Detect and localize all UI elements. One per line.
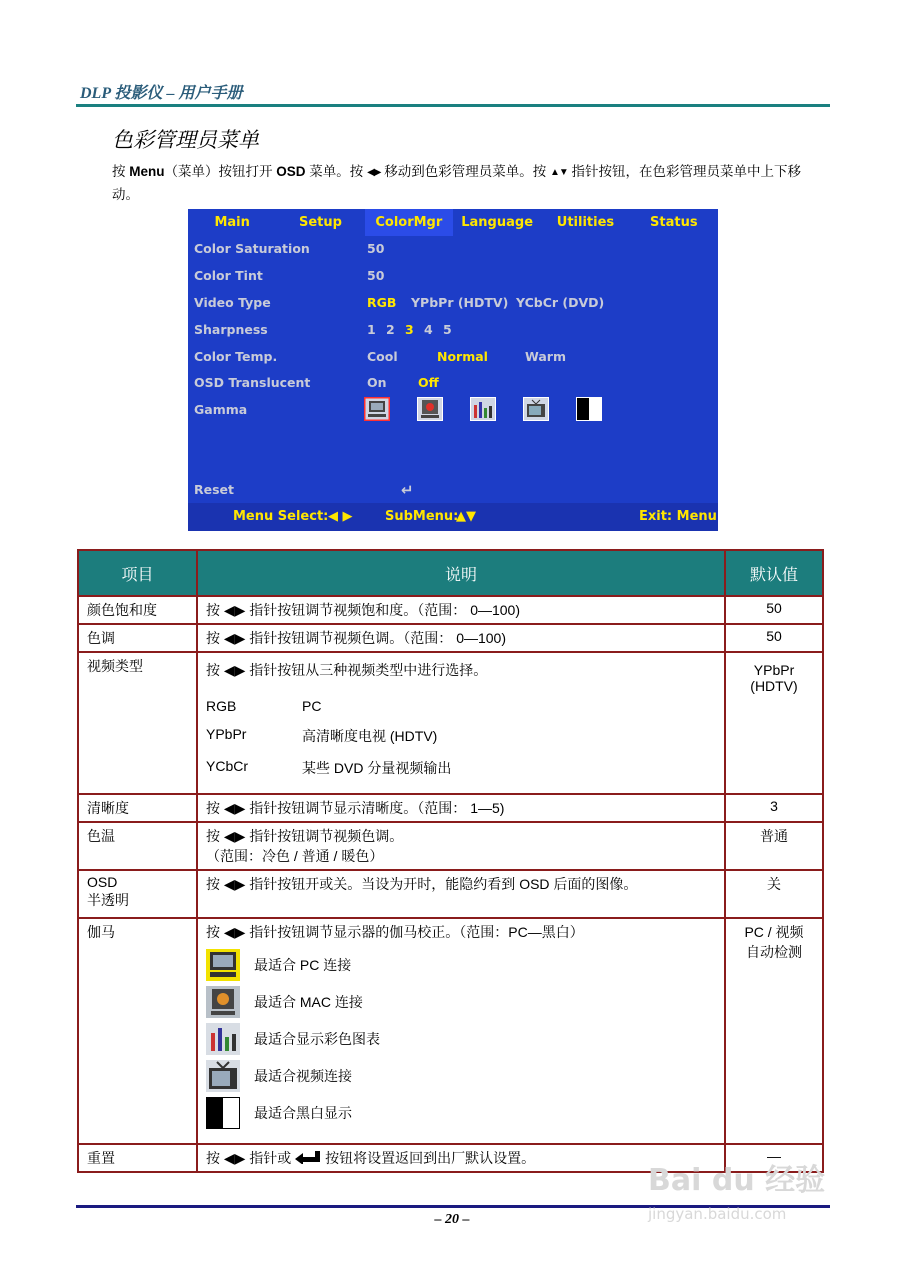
osd-row-reset[interactable]: Reset ↵ [194,481,414,499]
tab-language[interactable]: Language [461,215,534,230]
gamma-pc-icon[interactable] [364,397,390,421]
gamma-mac-icon[interactable] [417,397,443,421]
section-title: 色彩管理员菜单 [112,128,259,152]
left-right-arrow-icon: ◀▶ [367,167,381,178]
table-row: 色温 按 ◀▶ 指针按钮调节视频色调。 （范围：冷色 / 普通 / 暖色） 普通 [78,822,823,870]
gamma-chart-icon[interactable] [470,397,496,421]
tv-icon [206,1060,240,1092]
osd-row-osd-translucent[interactable]: OSD Translucent On Off [194,375,439,390]
page-header: DLP 投影仪 – 用户手册 [80,85,243,102]
header-rule [76,104,830,107]
bar-chart-icon [206,1023,240,1055]
osd-row-color-temp[interactable]: Color Temp. Cool Normal Warm [194,349,566,364]
black-white-icon [206,1097,240,1129]
osd-row-color-tint[interactable]: Color Tint 50 [194,268,385,283]
osd-row-video-type[interactable]: Video Type RGB YPbPr (HDTV) YCbCr (DVD) [194,295,605,310]
table-row: 色调 按 ◀▶ 指针按钮调节视频色调。（范围： 0—100) 50 [78,624,823,652]
tab-status[interactable]: Status [650,215,698,230]
osd-tab-bar [188,209,718,236]
intro-paragraph: 按 Menu（菜单）按钮打开 OSD 菜单。按 ◀▶ 移动到色彩管理员菜单。按 ▲▼ 指针按钮，在色彩管理员菜单中上下移动。 [112,164,802,202]
enter-key-icon [295,1151,321,1164]
tab-utilities[interactable]: Utilities [556,215,615,230]
table-row: 颜色饱和度 按 ◀▶ 指针按钮调节视频饱和度。（范围： 0—100) 50 [78,596,823,624]
tab-main[interactable]: Main [214,215,250,230]
table-row: 重置 按 ◀▶ 指针或 按钮将设置返回到出厂默认设置。 — [78,1144,823,1172]
pc-monitor-icon [206,949,240,981]
osd-hint-bar: Menu Select: ◀ ▶ SubMenu: ▲▼ Exit: Menu [188,503,718,531]
table-row: 伽马 按 ◀▶ 指针按钮调节显示器的伽马校正。（范围：PC—黑白） 最适合 PC 连接 最适合 MAC 连接 最适合显示彩色图表 最适合视频连接 最适合黑白显示 PC / 视频 自动检测 [78,918,823,1144]
submenu-arrows-icon: ▲▼ [456,509,476,524]
header-default: 默认值 [725,550,823,596]
mac-icon [206,986,240,1018]
osd-row-gamma[interactable]: Gamma [194,402,248,417]
watermark-logo: Bai du 经验 [648,1163,826,1198]
gamma-bw-icon[interactable] [576,397,602,421]
gamma-video-icon[interactable] [523,397,549,421]
table-row: 视频类型 按 ◀▶ 指针按钮从三种视频类型中进行选择。 RGB PC YPbPr 高清晰度电视 (HDTV) YCbCr 某些 DVD 分量视频输出 YPbPr (HDTV) [78,652,823,794]
osd-row-sharpness[interactable]: Sharpness 1 2 3 4 5 [194,322,452,337]
header-description: 说明 [197,550,725,596]
tab-setup[interactable]: Setup [299,215,342,230]
table-header-row [78,550,823,596]
enter-icon: ↵ [401,481,414,499]
tab-colormgr[interactable]: ColorMgr [365,209,453,236]
table-row: 清晰度 按 ◀▶ 指针按钮调节显示清晰度。（范围： 1—5) 3 [78,794,823,822]
menu-select-arrows-icon: ◀ ▶ [328,509,353,524]
osd-row-color-saturation[interactable]: Color Saturation 50 [194,241,385,256]
up-down-arrow-icon: ▲▼ [549,167,568,178]
settings-table [77,549,824,1173]
page-number: – 20 – [434,1212,470,1227]
header-item: 项目 [78,550,197,596]
osd-menu [188,209,718,531]
table-row: OSD 半透明 按 ◀▶ 指针按钮开或关。当设为开时，能隐约看到 OSD 后面的图像。 关 [78,870,823,918]
watermark-url: jingyan.baidu.com [648,1205,787,1223]
watermark [648,1155,825,1223]
